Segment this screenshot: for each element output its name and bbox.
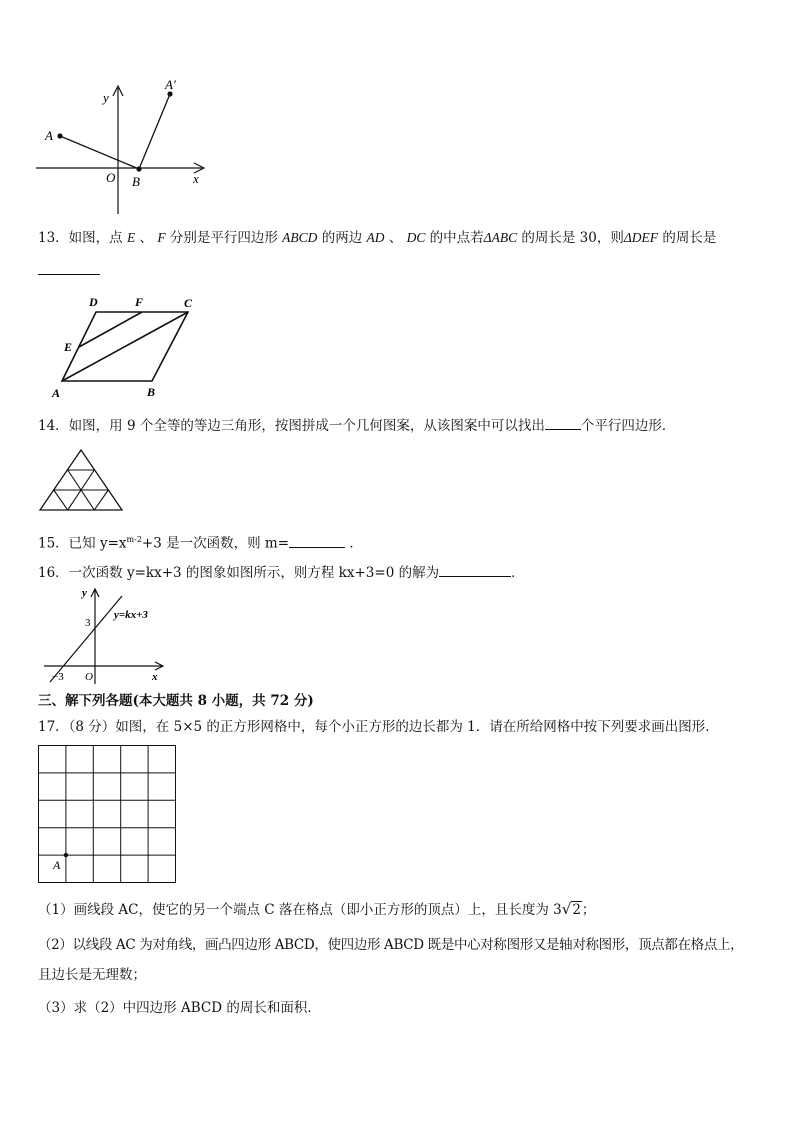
- grid-point-a-label: A: [53, 858, 61, 872]
- q17-part-2-line-1: （2）以线段 AC 为对角线，画凸四边形 ABCD，使四边形 ABCD 既是中心对称图形又是轴对称图形，顶点都在格点上，: [38, 937, 744, 953]
- fig12-origin-label: O: [106, 170, 116, 185]
- q17-part-3: （3）求（2）中四边形 ABCD 的周长和面积．: [38, 1000, 321, 1016]
- q17-part-1-text: ；: [581, 902, 596, 918]
- q13-text: 的周长是: [662, 230, 717, 246]
- figure-q12-coordinate-plane: [30, 76, 220, 218]
- fig16-y-intercept-label: 3: [85, 617, 91, 629]
- q14-answer-blank[interactable]: [545, 416, 581, 430]
- fig13-label-c: C: [184, 296, 193, 310]
- fig13-label-b: B: [147, 385, 156, 399]
- q13-triangle-def: ΔDEF: [623, 230, 659, 245]
- figure-q17-grid: [37, 744, 179, 886]
- fig16-x-intercept-label: −3: [52, 671, 64, 683]
- q15-text: ．: [349, 535, 363, 552]
- fig13-label-f: F: [135, 295, 144, 309]
- fig13-label-a: A: [52, 386, 61, 400]
- question-14: [38, 416, 675, 435]
- sqrt-coefficient: 3: [553, 902, 562, 918]
- fig16-origin-label: O: [85, 671, 93, 683]
- fig16-y-label: y: [82, 587, 87, 599]
- q13-text: 分别是平行四边形: [169, 230, 278, 246]
- question-13: [38, 229, 716, 247]
- q14-text: 14．如图，用 9 个全等的等边三角形，按图拼成一个几何图案，从该图案中可以找出: [38, 418, 545, 434]
- q16-text: ．: [511, 565, 525, 581]
- sqrt-expression: 3√2: [553, 900, 581, 918]
- fig16-x-label: x: [152, 671, 158, 683]
- figure-q16-linear-graph: [38, 582, 168, 686]
- q13-text: 的周长是 30，则: [521, 230, 624, 246]
- q14-text: 个平行四边形．: [580, 418, 676, 434]
- q13-point-f: F: [157, 230, 166, 245]
- fig16-line-label: y=kx+3: [114, 609, 148, 621]
- q13-text: 13．如图，点: [38, 230, 123, 246]
- question-16: [38, 563, 525, 582]
- question-17-stem: 17．（8 分）如图，在 5×5 的正方形网格中，每个小正方形的边长都为 1．请在所给网格中按下列要求画出图形．: [38, 719, 719, 735]
- q17-part-2-line-2: 且边长是无理数；: [38, 967, 146, 983]
- q13-point-e: E: [126, 230, 136, 245]
- q13-parallelogram-name: ABCD: [282, 230, 318, 245]
- sqrt-radicand: 2: [572, 902, 581, 918]
- fig12-x-label: x: [193, 171, 199, 186]
- q17-part-1: [38, 900, 595, 919]
- q16-answer-blank[interactable]: [439, 563, 511, 577]
- q13-triangle-abc: ΔABC: [483, 230, 518, 245]
- q13-side-ad: AD: [366, 230, 385, 245]
- q17-part-1-text: （1）画线段 AC，使它的另一个端点 C 落在格点（即小正方形的顶点）上，且长度为: [38, 902, 549, 918]
- figure-q13-parallelogram: [44, 292, 204, 402]
- question-15: [38, 531, 363, 553]
- q15-answer-blank[interactable]: [289, 534, 345, 548]
- fig12-point-b-label: B: [132, 174, 140, 189]
- q13-separator: 、: [388, 230, 403, 246]
- figure-q14-triangle-pattern: [36, 446, 128, 514]
- fig13-label-d: D: [89, 295, 98, 309]
- fig12-point-a-prime-label: A′: [165, 77, 176, 92]
- q16-text: 16．一次函数 y=kx+3 的图象如图所示，则方程 kx+3=0 的解为: [38, 565, 440, 581]
- q13-text: 的中点若: [429, 230, 484, 246]
- fig13-label-e: E: [64, 340, 73, 354]
- q15-text: 15．已知 y=x: [38, 535, 127, 552]
- q15-exponent: m-2: [126, 535, 142, 544]
- section-heading: 三、解下列各题(本大题共 8 小题，共 72 分): [38, 693, 314, 709]
- q15-text: +3 是一次函数，则 m=: [141, 535, 290, 552]
- q13-side-dc: DC: [406, 230, 426, 245]
- q13-separator: 、: [139, 230, 154, 246]
- q13-answer-blank[interactable]: [38, 261, 100, 275]
- fig12-point-a-label: A: [45, 128, 53, 143]
- q13-text: 的两边: [321, 230, 363, 246]
- fig12-y-label: y: [103, 90, 109, 105]
